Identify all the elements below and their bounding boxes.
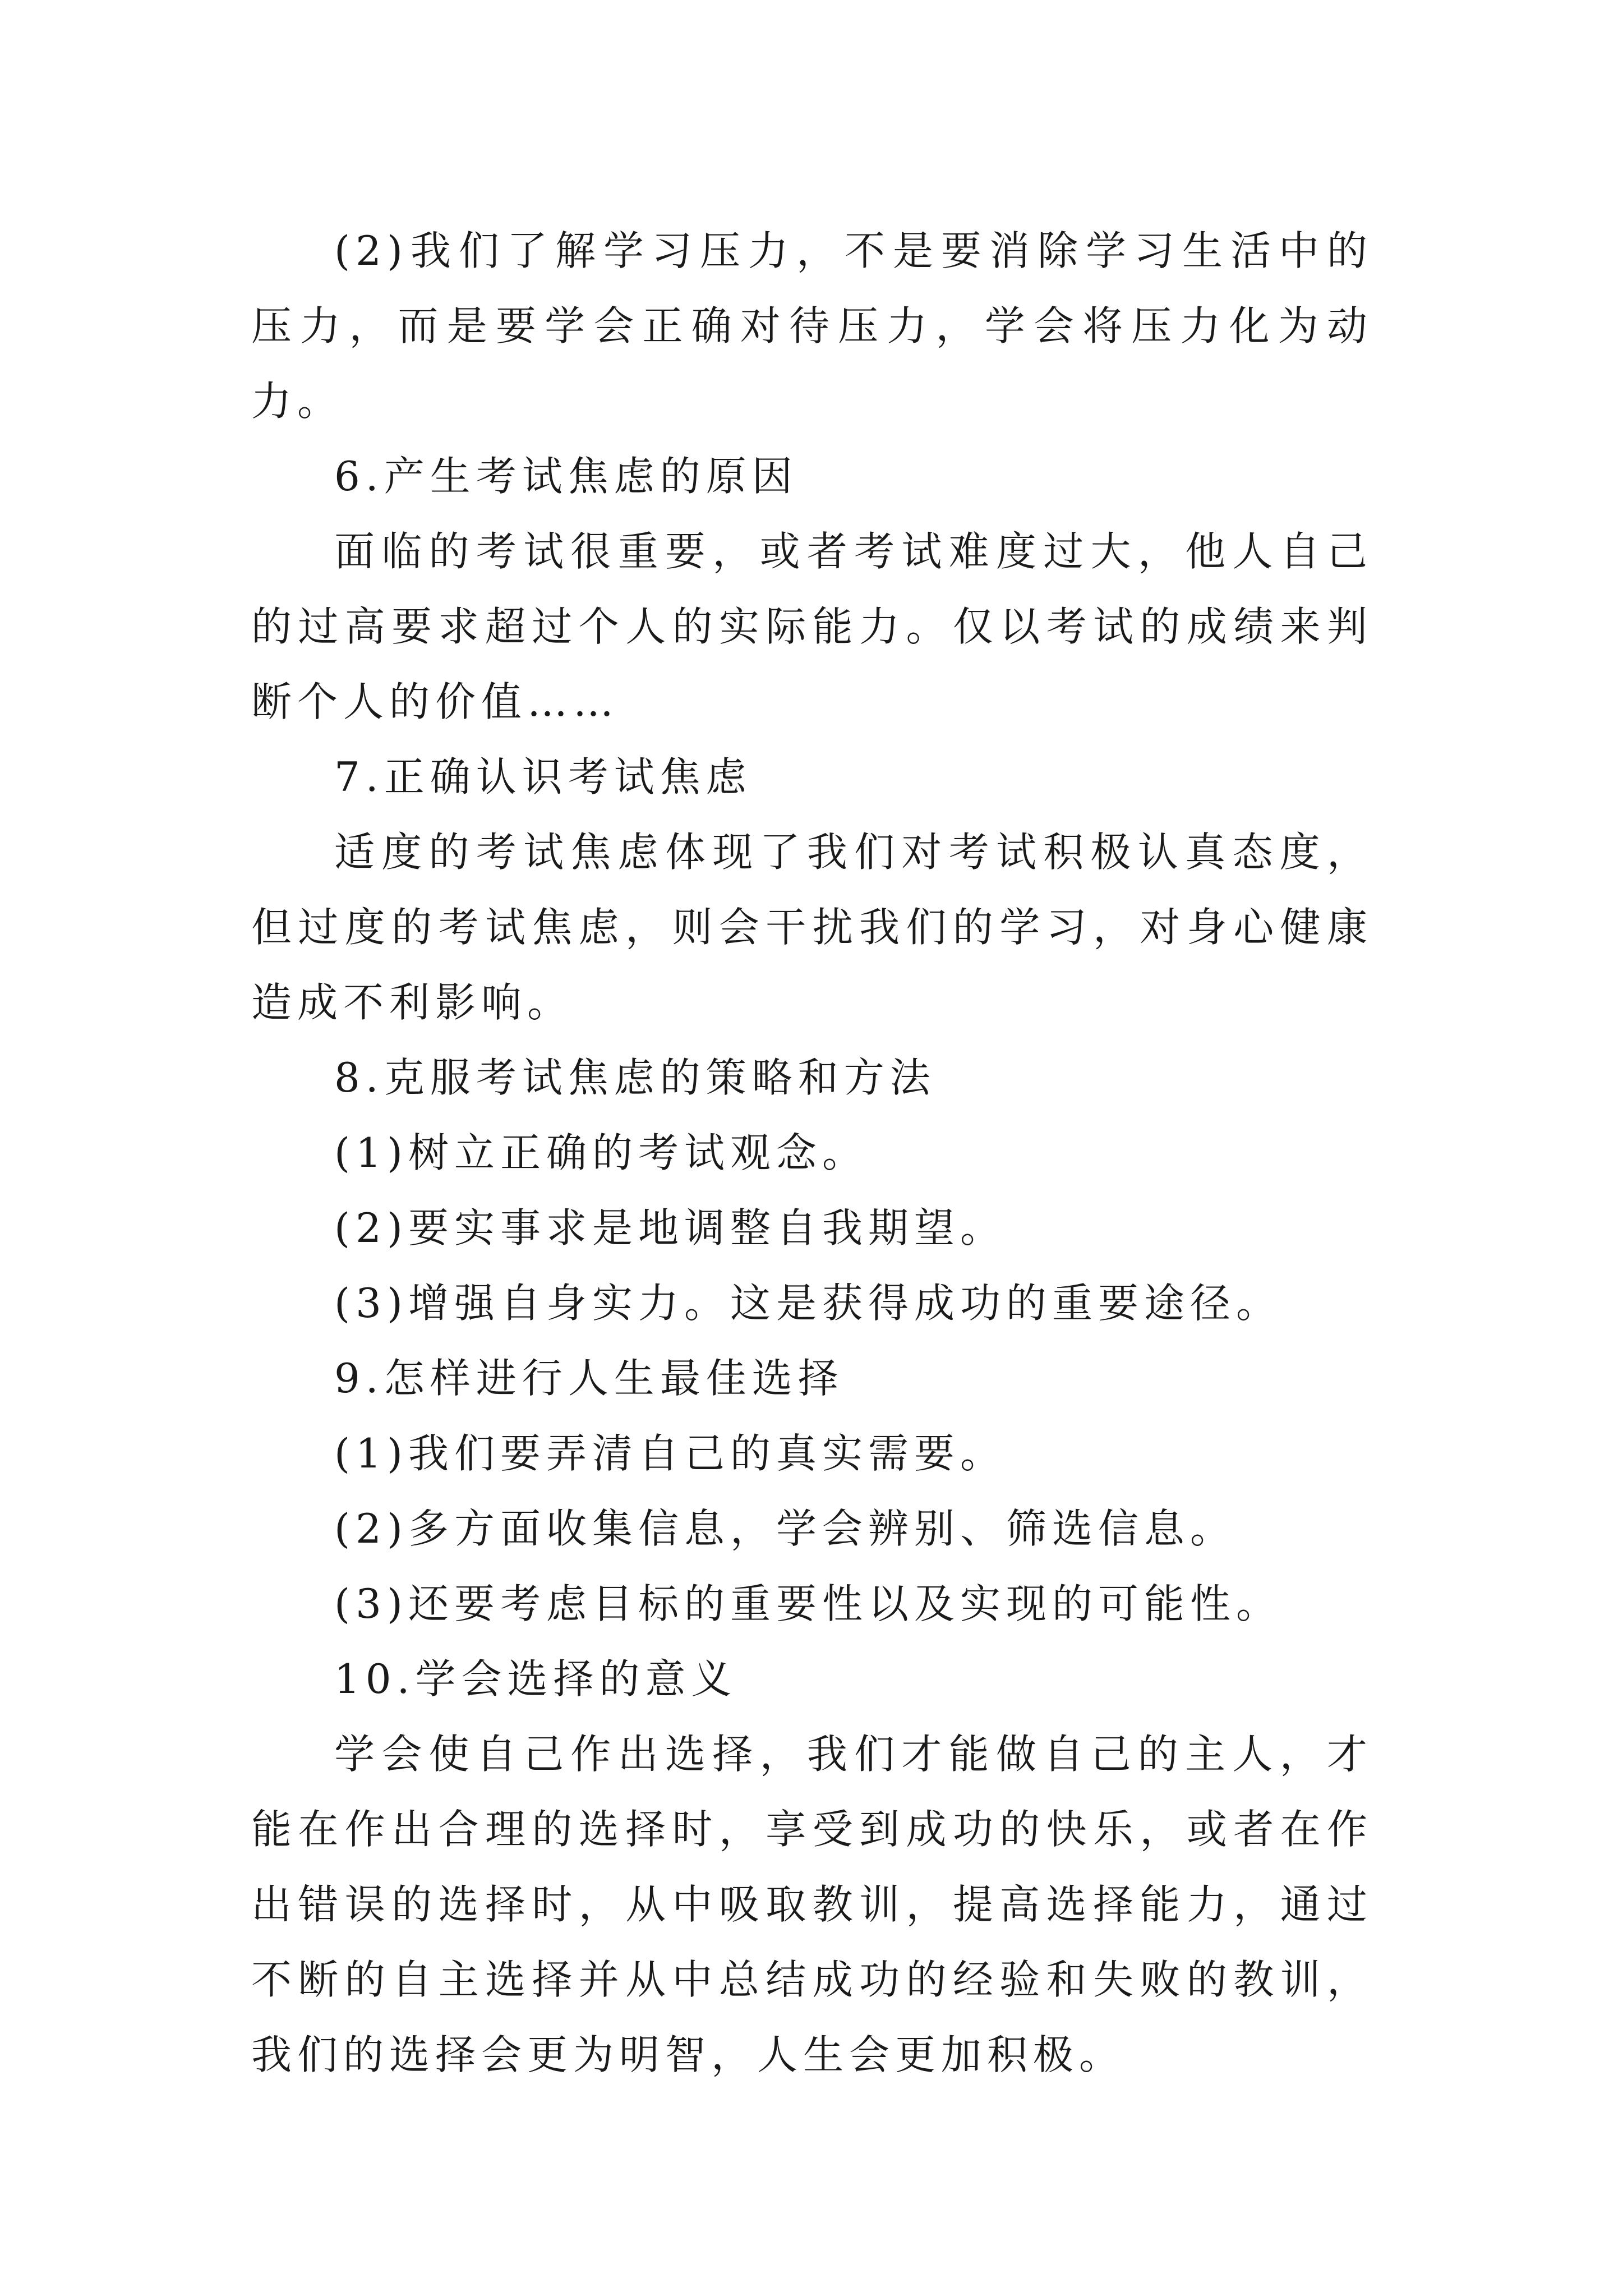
list-item-consider-goals: (3)还要考虑目标的重要性以及实现的可能性。	[334, 1580, 1282, 1627]
heading-understand-exam-anxiety: 7.正确认识考试焦虑	[334, 753, 752, 800]
heading-exam-anxiety-causes: 6.产生考试焦虑的原因	[334, 453, 798, 500]
heading-overcome-exam-anxiety: 8.克服考试焦虑的策略和方法	[334, 1054, 936, 1101]
list-item-strengthen-ability: (3)增强自身实力。这是获得成功的重要途径。	[334, 1280, 1282, 1327]
paragraph-pressure-attitude: (2)我们了解学习压力，不是要消除学习生活中的压力，而是要学会正确对待压力，学会将压力化为动力。	[251, 227, 1373, 425]
paragraph-meaning-of-choice: 学会使自己作出选择，我们才能做自己的主人，才能在作出合理的选择时，享受到成功的快乐，或者在作出错误的选择时，从中吸取教训，提高选择能力，通过不断的自主选择并从中总结成功的经验和失败的教训，我们的选择会更为明智，人生会更加积极。	[251, 1731, 1373, 2078]
paragraph-exam-anxiety-causes: 面临的考试很重要，或者考试难度过大，他人自己的过高要求超过个人的实际能力。仅以考试的成绩来判断个人的价值……	[251, 528, 1373, 725]
list-item-exam-concept: (1)树立正确的考试观念。	[334, 1129, 868, 1176]
heading-meaning-of-choice: 10.学会选择的意义	[334, 1655, 737, 1703]
paragraph-understand-exam-anxiety: 适度的考试焦虑体现了我们对考试积极认真态度，但过度的考试焦虑，则会干扰我们的学习，对身心健康造成不利影响。	[251, 829, 1373, 1026]
heading-best-life-choice: 9.怎样进行人生最佳选择	[334, 1355, 844, 1402]
list-item-adjust-expectations: (2)要实事求是地调整自我期望。	[334, 1204, 1006, 1251]
list-item-collect-information: (2)多方面收集信息，学会辨别、筛选信息。	[334, 1505, 1236, 1552]
list-item-real-needs: (1)我们要弄清自己的真实需要。	[334, 1430, 1006, 1477]
document-body	[251, 213, 1373, 2092]
